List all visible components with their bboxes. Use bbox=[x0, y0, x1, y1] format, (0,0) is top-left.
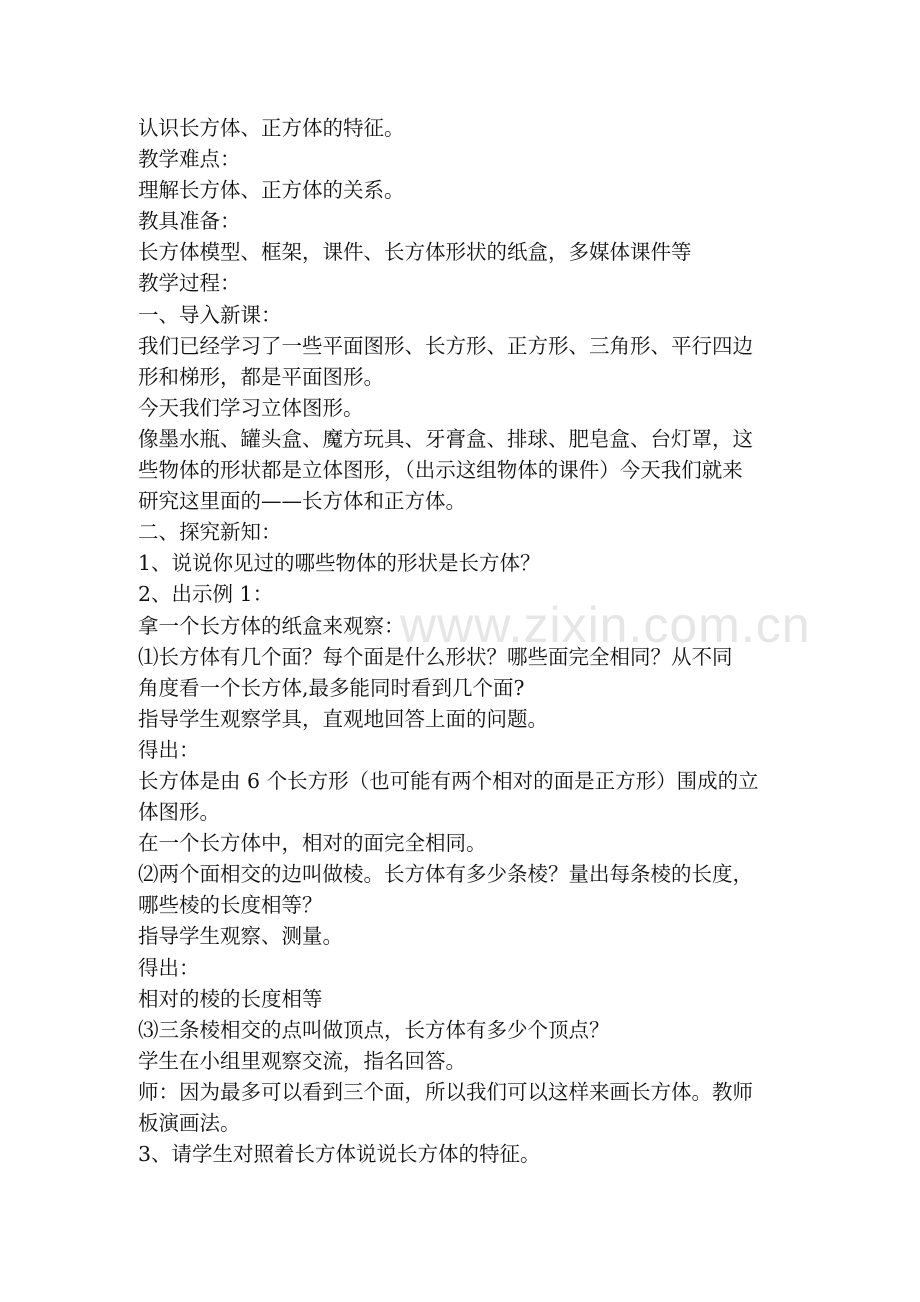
text-line: 认识长方体、正方体的特征。 bbox=[138, 116, 405, 140]
section-heading-difficulty: 教学难点： bbox=[138, 147, 241, 172]
text-line: 相对的棱的长度相等 bbox=[138, 986, 323, 1011]
text-line: 形和梯形，都是平面图形。 bbox=[138, 364, 384, 389]
section-heading-explore: 二、探究新知： bbox=[138, 520, 282, 545]
text-line: 像墨水瓶、罐头盒、魔方玩具、牙膏盒、排球、肥皂盒、台灯罩，这 bbox=[138, 426, 753, 451]
text-line: 3、请学生对照着长方体说说长方体的特征。 bbox=[138, 1142, 541, 1167]
text-line: 指导学生观察、测量。 bbox=[138, 924, 343, 949]
document-body bbox=[138, 113, 788, 1170]
text-line: 板演画法。 bbox=[138, 1111, 241, 1135]
watermark: www.zixin.com.cn bbox=[400, 597, 811, 653]
text-line: 学生在小组里观察交流，指名回答。 bbox=[138, 1048, 466, 1073]
text-line: 些物体的形状都是立体图形，（出示这组物体的课件）今天我们就来 bbox=[138, 458, 743, 483]
section-heading-process: 教学过程： bbox=[138, 271, 241, 296]
text-line: 指导学生观察学具，直观地回答上面的问题。 bbox=[138, 706, 548, 731]
text-line: 哪些棱的长度相等？ bbox=[138, 893, 323, 918]
text-line: 今天我们学习立体图形。 bbox=[138, 395, 364, 420]
text-line: 我们已经学习了一些平面图形、长方形、正方形、三角形、平行四边 bbox=[138, 333, 753, 358]
text-line: ⑶三条棱相交的点叫做顶点，长方体有多少个顶点？ bbox=[138, 1017, 610, 1042]
text-line: 2、出示例 1： bbox=[138, 582, 274, 607]
text-line: ⑵两个面相交的边叫做棱。长方体有多少条棱？量出每条棱的长度， bbox=[138, 862, 753, 887]
text-line: 角度看一个长方体,最多能同时看到几个面? bbox=[138, 675, 525, 700]
text-line: 长方体是由 6 个长方形（也可能有两个相对的面是正方形）围成的立 bbox=[138, 768, 759, 793]
text-line: 1、说说你见过的哪些物体的形状是长方体？ bbox=[138, 551, 541, 576]
text-line: ⑴长方体有几个面？每个面是什么形状？哪些面完全相同？从不同 bbox=[138, 644, 733, 669]
text-line: 师：因为最多可以看到三个面，所以我们可以这样来画长方体。教师 bbox=[138, 1079, 753, 1104]
section-heading-intro: 一、导入新课： bbox=[138, 302, 282, 327]
text-line: 拿一个长方体的纸盒来观察： bbox=[138, 613, 405, 638]
text-line: 理解长方体、正方体的关系。 bbox=[138, 178, 405, 203]
text-line: 体图形。 bbox=[138, 800, 220, 825]
text-line: 得出： bbox=[138, 955, 200, 980]
text-line: 长方体模型、框架，课件、长方体形状的纸盒，多媒体课件等 bbox=[138, 240, 692, 265]
text-line: 在一个长方体中，相对的面完全相同。 bbox=[138, 831, 487, 856]
text-line: 研究这里面的——长方体和正方体。 bbox=[138, 489, 466, 514]
section-heading-materials: 教具准备： bbox=[138, 209, 241, 234]
text-line: 得出： bbox=[138, 737, 200, 762]
